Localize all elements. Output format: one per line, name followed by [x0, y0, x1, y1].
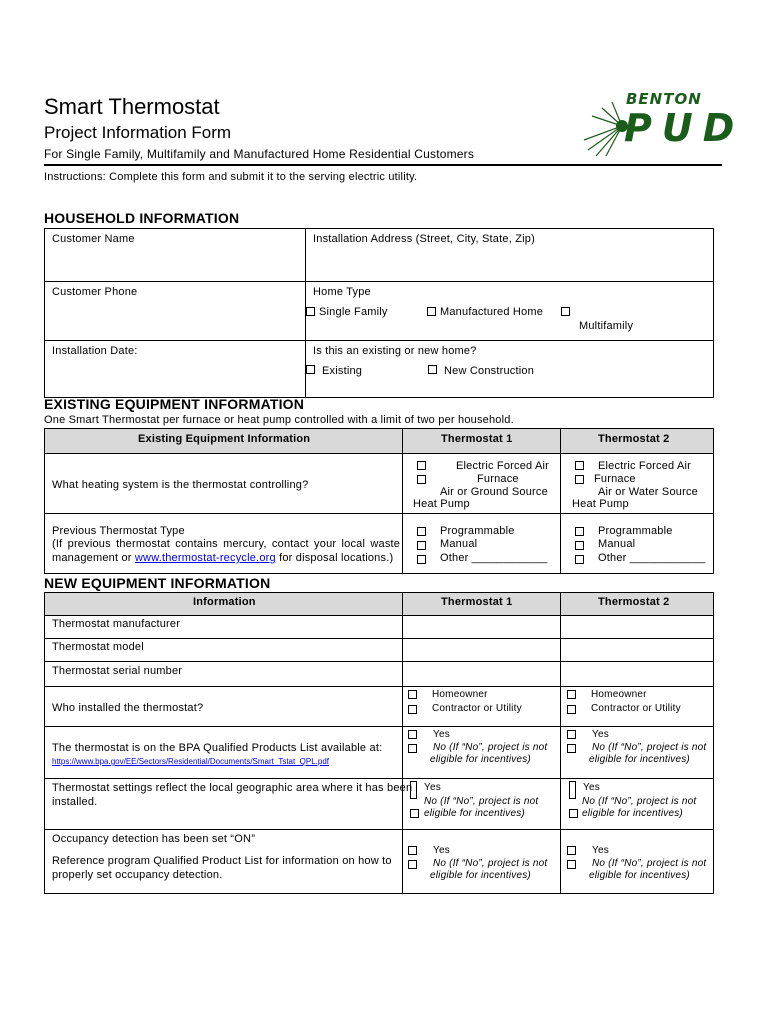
t2-other-checkbox[interactable] [575, 555, 584, 564]
t2-heat-pump-checkbox[interactable] [575, 475, 584, 484]
t1-other-checkbox[interactable] [417, 555, 426, 564]
t2-occupancy-no-line2: eligible for incentives) [589, 870, 690, 881]
t1-heat-pump-checkbox[interactable] [417, 475, 426, 484]
t2-settings-no-line2: eligible for incentives) [582, 808, 683, 819]
existing-checkbox[interactable] [306, 365, 315, 374]
new-row-divider-1 [44, 615, 714, 616]
existing-label: Existing [322, 365, 363, 377]
logo-top-text: BENTON [626, 90, 702, 108]
bpa-question: The thermostat is on the BPA Qualified Products List available at: [52, 742, 383, 754]
multifamily-label: Multifamily [579, 320, 634, 332]
t1-bpa-no-line2: eligible for incentives) [430, 754, 531, 765]
who-installed-label: Who installed the thermostat? [52, 702, 204, 714]
model-label: Thermostat model [52, 641, 144, 653]
t1-other-label: Other ____________ [440, 552, 548, 564]
installation-address-label: Installation Address (Street, City, State, Zip) [313, 233, 535, 245]
t1-contractor-checkbox[interactable] [408, 705, 417, 714]
customer-phone-label: Customer Phone [52, 286, 138, 298]
new-construction-checkbox[interactable] [428, 365, 437, 374]
form-subtitle: Project Information Form [44, 123, 232, 142]
manufactured-home-checkbox[interactable] [427, 307, 436, 316]
t2-programmable-label: Programmable [598, 525, 673, 537]
t1-settings-no-line1: No (If “No”, project is not [424, 796, 539, 807]
t2-bpa-no-checkbox[interactable] [567, 744, 576, 753]
multifamily-checkbox[interactable] [561, 307, 570, 316]
t2-bpa-yes-label: Yes [592, 729, 609, 740]
t2-settings-yes-checkbox[interactable] [569, 781, 576, 799]
occupancy-line1: Occupancy detection has been set “ON” [52, 833, 256, 845]
t2-electric-furnace-checkbox[interactable] [575, 461, 584, 470]
t1-heat-pump-line1: Air or Ground Source [440, 486, 548, 498]
t2-occupancy-no-line1: No (If “No”, project is not [592, 858, 707, 869]
settings-line1: Thermostat settings reflect the local geographic area where it has been [52, 782, 413, 794]
settings-line2: installed. [52, 796, 98, 808]
t1-programmable-checkbox[interactable] [417, 527, 426, 536]
existing-row-divider-1 [44, 453, 714, 454]
manufactured-home-label: Manufactured Home [440, 306, 544, 318]
instructions-text: Instructions: Complete this form and submit it to the serving electric utility. [44, 171, 418, 183]
prev-type-line3-start: management or [52, 552, 135, 564]
t1-bpa-no-line1: No (If “No”, project is not [433, 742, 548, 753]
t2-electric-furnace-line2: Furnace [594, 473, 636, 485]
t2-other-label: Other ____________ [598, 552, 706, 564]
t2-heat-pump-line1: Air or Water Source [598, 486, 698, 498]
t2-bpa-no-line1: No (If “No”, project is not [592, 742, 707, 753]
t2-bpa-yes-checkbox[interactable] [567, 730, 576, 739]
header-divider [44, 164, 722, 166]
t1-electric-furnace-checkbox[interactable] [417, 461, 426, 470]
existing-col-t1: Thermostat 1 [441, 433, 513, 445]
t1-electric-furnace-line1: Electric Forced Air [456, 460, 550, 472]
bpa-qpl-link[interactable]: https://www.bpa.gov/EE/Sectors/Residential/Documents/Smart_Tstat_QPL.pdf [52, 757, 330, 766]
new-row-divider-7 [44, 829, 714, 830]
t2-settings-no-checkbox[interactable] [569, 809, 578, 818]
form-title: Smart Thermostat [44, 94, 220, 119]
t1-contractor-label: Contractor or Utility [432, 703, 522, 714]
t1-bpa-no-checkbox[interactable] [408, 744, 417, 753]
t1-programmable-label: Programmable [440, 525, 515, 537]
t2-heat-pump-line2: Heat Pump [572, 498, 629, 510]
existing-equipment-heading: EXISTING EQUIPMENT INFORMATION [44, 396, 305, 412]
new-row-divider-5 [44, 726, 714, 727]
customer-name-label: Customer Name [52, 233, 135, 245]
t2-settings-no-line1: No (If “No”, project is not [582, 796, 697, 807]
single-family-label: Single Family [319, 306, 388, 318]
t1-homeowner-checkbox[interactable] [408, 690, 417, 699]
t1-settings-no-line2: eligible for incentives) [424, 808, 525, 819]
existing-or-new-label: Is this an existing or new home? [313, 345, 477, 357]
t2-occupancy-no-checkbox[interactable] [567, 860, 576, 869]
existing-col-info: Existing Equipment Information [138, 433, 311, 445]
new-col-info: Information [193, 596, 256, 608]
new-row-divider-3 [44, 661, 714, 662]
t1-electric-furnace-line2: Furnace [477, 473, 519, 485]
t1-manual-label: Manual [440, 538, 478, 550]
t1-homeowner-label: Homeowner [432, 689, 488, 700]
t1-settings-yes-checkbox[interactable] [410, 781, 417, 799]
prev-type-line1: Previous Thermostat Type [52, 525, 185, 537]
t2-contractor-checkbox[interactable] [567, 705, 576, 714]
t2-occupancy-yes-checkbox[interactable] [567, 846, 576, 855]
t2-programmable-checkbox[interactable] [575, 527, 584, 536]
t1-occupancy-no-line2: eligible for incentives) [430, 870, 531, 881]
logo-main-text: PUD [624, 106, 745, 150]
existing-equipment-note: One Smart Thermostat per furnace or heat pump controlled with a limit of two per household. [44, 414, 514, 426]
t1-bpa-yes-label: Yes [433, 729, 450, 740]
new-row-divider-2 [44, 638, 714, 639]
existing-col-t2: Thermostat 2 [598, 433, 670, 445]
single-family-checkbox[interactable] [306, 307, 315, 316]
existing-row-divider-2 [44, 513, 714, 514]
heating-question: What heating system is the thermostat controlling? [52, 479, 309, 491]
t2-contractor-label: Contractor or Utility [591, 703, 681, 714]
household-heading: HOUSEHOLD INFORMATION [44, 210, 240, 226]
t2-electric-furnace-line1: Electric Forced Air [598, 460, 692, 472]
serial-label: Thermostat serial number [52, 665, 183, 677]
prev-type-line3 [52, 552, 393, 564]
new-col-t1: Thermostat 1 [441, 596, 513, 608]
t2-manual-label: Manual [598, 538, 636, 550]
prev-type-line2: (If previous thermostat contains mercury, contact your local waste [52, 538, 401, 550]
t1-settings-no-checkbox[interactable] [410, 809, 419, 818]
thermostat-recycle-link[interactable]: www.thermostat-recycle.org [134, 552, 276, 564]
t1-occupancy-yes-checkbox[interactable] [408, 846, 417, 855]
installation-date-label: Installation Date: [52, 345, 138, 357]
existing-col-divider-2 [560, 428, 561, 574]
t1-occupancy-no-line1: No (If “No”, project is not [433, 858, 548, 869]
t1-manual-checkbox[interactable] [417, 541, 426, 550]
occupancy-line2: Reference program Qualified Product List for information on how to [52, 855, 392, 867]
t1-heat-pump-line2: Heat Pump [413, 498, 470, 510]
t2-homeowner-label: Homeowner [591, 689, 647, 700]
existing-col-divider-1 [402, 428, 403, 574]
prev-type-line3-end: for disposal locations.) [275, 552, 394, 564]
t1-settings-yes-label: Yes [424, 782, 441, 793]
t2-bpa-no-line2: eligible for incentives) [589, 754, 690, 765]
t1-bpa-yes-checkbox[interactable] [408, 730, 417, 739]
household-row-divider-1 [44, 281, 714, 282]
home-type-label: Home Type [313, 286, 371, 298]
new-row-divider-6 [44, 778, 714, 779]
occupancy-line3: properly set occupancy detection. [52, 869, 223, 881]
manufacturer-label: Thermostat manufacturer [52, 618, 181, 630]
new-construction-label: New Construction [444, 365, 535, 377]
benton-pud-logo [582, 88, 745, 158]
t2-homeowner-checkbox[interactable] [567, 690, 576, 699]
new-row-divider-4 [44, 686, 714, 687]
household-row-divider-2 [44, 340, 714, 341]
t2-occupancy-yes-label: Yes [592, 845, 609, 856]
t1-occupancy-yes-label: Yes [433, 845, 450, 856]
t2-settings-yes-label: Yes [583, 782, 600, 793]
t1-occupancy-no-checkbox[interactable] [408, 860, 417, 869]
new-col-t2: Thermostat 2 [598, 596, 670, 608]
audience-text: For Single Family, Multifamily and Manufactured Home Residential Customers [44, 147, 475, 161]
t2-manual-checkbox[interactable] [575, 541, 584, 550]
new-equipment-heading: NEW EQUIPMENT INFORMATION [44, 575, 271, 591]
